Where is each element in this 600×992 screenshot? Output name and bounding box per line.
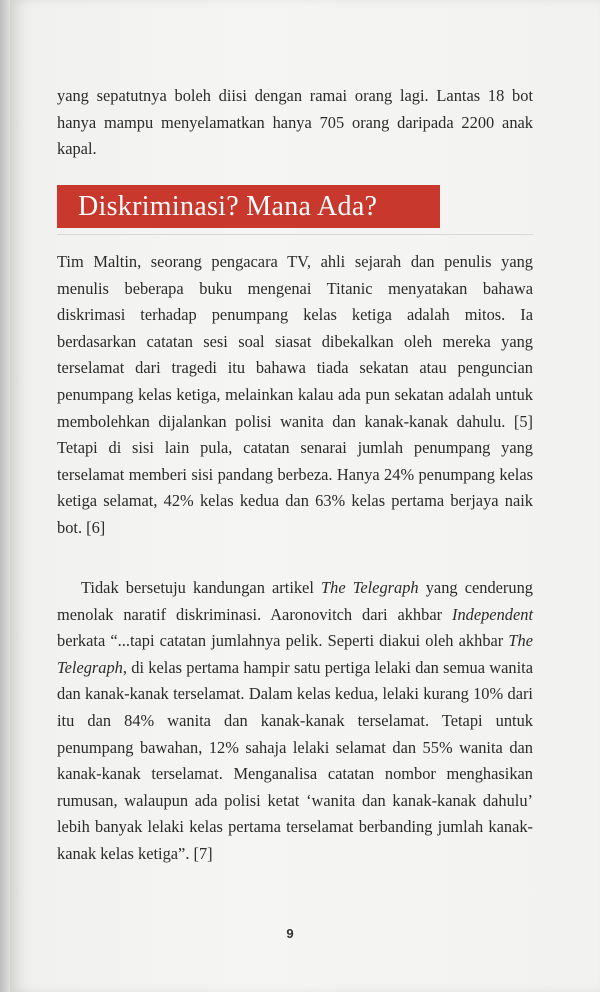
paragraph-text: yang cenderung menolak naratif diskriminasi. Aaronovitch dari akhbar [57,578,533,624]
paragraph-text: berkata “...tapi catatan jumlahnya pelik. Seperti diakui oleh akhbar [57,631,509,651]
intro-paragraph: yang sepatutnya boleh diisi dengan ramai orang lagi. Lantas 18 bot hanya mampu menyelamatkan hanya 705 orang daripada 2200 anak kapal. [57,86,533,159]
source-title: The Telegraph [321,578,419,597]
section-heading: Diskriminasi? Mana Ada? [57,185,440,228]
body-paragraph-2 [57,575,533,868]
page-number: 9 [286,926,294,941]
paragraph-text: Tidak bersetuju kandungan artikel [81,578,322,597]
source-title: The Telegraph [57,631,533,677]
source-title: Independent [451,604,533,624]
heading-divider [57,234,533,235]
body-paragraph-1: Tim Maltin, seorang pengacara TV, ahli sejarah dan penulis yang menulis beberapa buku mengenai Titanic menyatakan bahawa diskrimasi terhadap penumpang kelas ketiga adalah mitos. Ia berdasarkan catatan sesi soal siasat dibekalkan oleh mereka yang terselamat dari tragedi itu bahawa tiada sekatan atau penguncian penumpang kelas ketiga, melainkan kalau ada pun sekatan adalah untuk membolehkan dijalankan polisi wanita dan kanak-kanak dahulu. [5] Tetapi di sisi lain pula, catatan senarai jumlah penumpang yang terselamat memberi sisi pandang berbeza. Hanya 24% penumpang kelas ketiga selamat, 42% kelas kedua dan 63% kelas pertama berjaya naik bot. [6] [57,252,533,537]
paragraph-text: , di kelas pertama hampir satu pertiga lelaki dan semua wanita dan kanak-kanak terselamat. Dalam kelas kedua, lelaki kurang 10% dari itu dan 84% wanita dan kanak-kanak terselamat. Tetapi untuk penumpang bawahan, 12% sahaja lelaki selamat dan 55% wanita dan kanak-kanak terselamat. Menganalisa catatan nombor menghasikan rumusan, walaupun ada polisi ketat ‘wanita dan kanak-kanak dahulu’ lebih banyak lelaki kelas pertama terselamat berbanding jumlah kanak-kanak kelas ketiga”. [7] [57,657,533,863]
